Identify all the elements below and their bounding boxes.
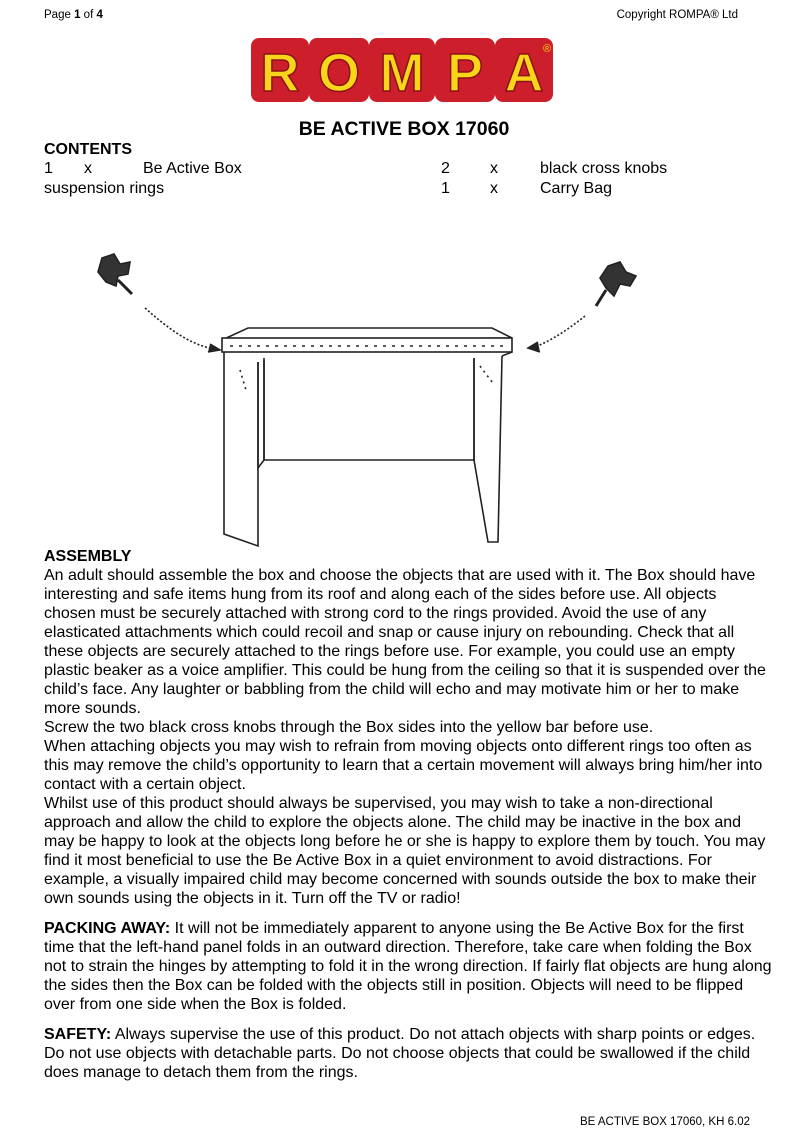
logo-letter: O — [317, 43, 361, 103]
assembly-paragraph: An adult should assemble the box and choose the objects that are used with it. The Box should have interesting and safe items hung from its roof and along each of the sides before use. All objects chosen must be securely attached with strong cord to the rings provided. Avoid the use of any elasticated attachments which could recoil and snap or cause injury on rebounding. Check that all these objects are securely attached to the rings before use. For example, you could use an empty plastic beaker as a voice amplifier. This could be hung from the ceiling so that it is suspended over the child’s face. Any laughter or babbling from the child will echo and may motivate him or her to make more sounds. — [44, 567, 766, 717]
contents-qty: 1 — [441, 180, 450, 197]
contents-qty: 2 — [441, 160, 450, 177]
contents-item: black cross knobs — [540, 160, 668, 177]
packing-paragraph — [44, 919, 772, 1014]
page-title: BE ACTIVE BOX 17060 — [298, 118, 510, 140]
page-current: 1 — [74, 9, 81, 21]
page-number — [44, 9, 103, 21]
assembly-paragraph: When attaching objects you may wish to refrain from moving objects onto different rings too often as this may remove the child’s opportunity to learn that a certain movement will always bring him/her into contact with a certain object. — [44, 738, 763, 793]
packing-heading: PACKING AWAY: — [44, 920, 171, 937]
assembly-paragraph: Screw the two black cross knobs through the Box sides into the yellow bar before use. — [44, 719, 654, 736]
copyright: Copyright ROMPA® Ltd — [616, 9, 738, 21]
contents-x: x — [490, 160, 498, 177]
safety-heading: SAFETY: — [44, 1026, 112, 1043]
logo-letter: A — [504, 43, 544, 103]
contents-x: x — [84, 160, 92, 177]
page-total: 4 — [96, 9, 103, 21]
assembly-heading: ASSEMBLY — [44, 548, 132, 565]
assembly-paragraph: Whilst use of this product should always be supervised, you may wish to take a non-directional approach and allow the child to explore the objects alone. The child may be inactive in the box and may be happy to look at the objects long before he or she is happy to explore them by touch. You may find it most beneficial to use the Be Active Box in a quiet environment to avoid distractions. For example, a visually impaired child may become concerned with sounds outside the box to make their own sounds using the objects in it. Turn off the TV or radio! — [44, 795, 766, 907]
contents-item: Be Active Box — [143, 160, 242, 177]
be-active-box — [222, 328, 512, 546]
logo-letter: R — [260, 43, 300, 103]
contents-item: suspension rings — [44, 180, 165, 197]
contents-heading: CONTENTS — [44, 141, 132, 158]
cross-knob-right-icon — [596, 262, 636, 306]
page-of: of — [83, 9, 94, 21]
contents-qty: 1 — [44, 160, 53, 177]
arrow-left — [145, 308, 218, 350]
packing-text: It will not be immediately apparent to anyone using the Be Active Box for the first time that the left-hand panel folds in an outward direction. Therefore, take care when folding the Box not to strain the hinges by attempting to fold it in the wrong direction. If fairly flat objects are hung along the sides then the Box can be folded with the objects still in position. Objects will need to be flipped over from one side when the Box is folded. — [44, 920, 772, 1013]
registered-mark: ® — [542, 43, 552, 55]
cross-knob-left-icon — [98, 254, 132, 294]
safety-paragraph — [44, 1025, 772, 1082]
contents-item: Carry Bag — [540, 180, 613, 197]
instructions — [44, 547, 772, 1082]
logo-letter: P — [446, 43, 484, 103]
safety-text: Always supervise the use of this product. Do not attach objects with sharp points or edges. Do not use objects with detachable parts. Do not choose objects that could be swallowed if the child does manage to detach them from the rings. — [44, 1026, 756, 1081]
arrow-right — [532, 316, 585, 348]
contents-x: x — [490, 180, 498, 197]
footer-reference: BE ACTIVE BOX 17060, KH 6.02 — [579, 1116, 750, 1128]
logo-letter: M — [379, 43, 425, 103]
page-label: Page — [44, 9, 71, 21]
box-illustration — [80, 250, 680, 550]
rompa-logo — [251, 36, 557, 104]
